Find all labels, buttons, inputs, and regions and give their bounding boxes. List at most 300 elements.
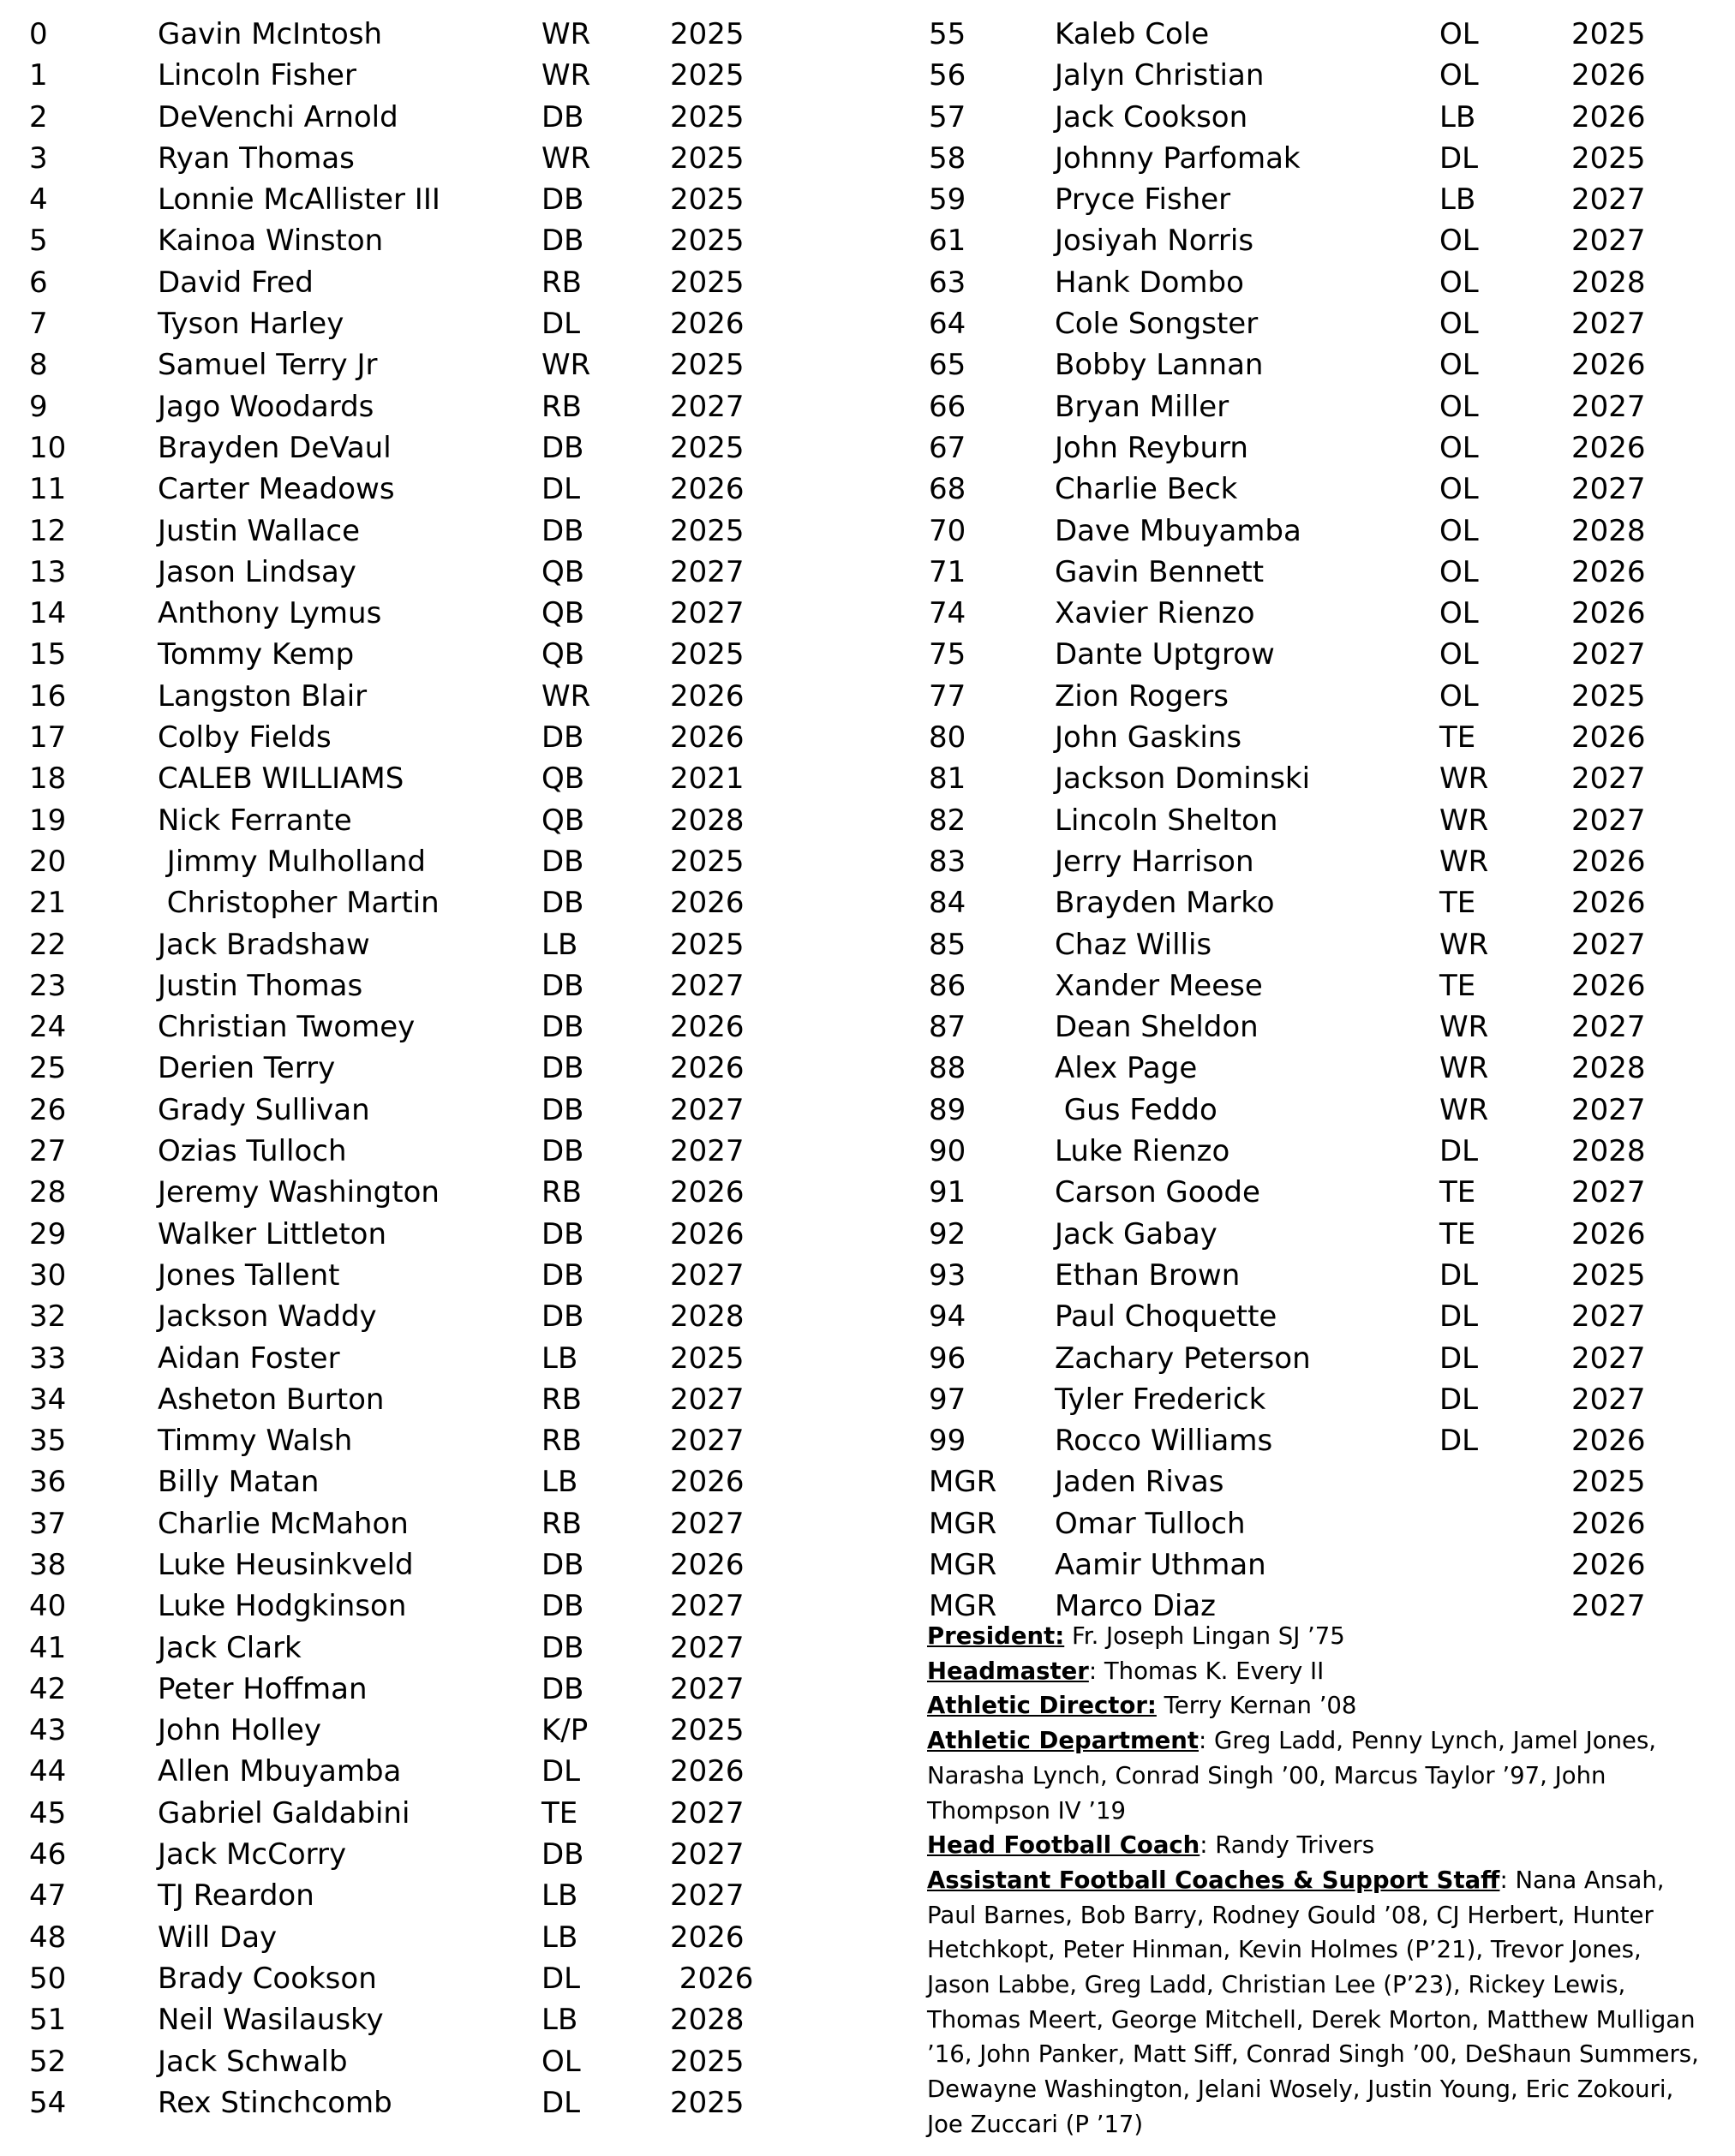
player-position: OL — [1439, 637, 1479, 672]
jersey-number: 35 — [29, 1424, 67, 1459]
roster-column-right — [891, 14, 1735, 1627]
player-name: Anthony Lymus — [158, 596, 382, 631]
staff-names: Fr. Joseph Lingan SJ ’75 — [1064, 1622, 1345, 1650]
player-name: Samuel Terry Jr — [158, 348, 378, 383]
jersey-number: 47 — [29, 1878, 67, 1914]
roster-row — [891, 138, 1735, 179]
roster-column-left — [0, 14, 891, 2123]
class-year: 2026 — [1571, 554, 1646, 589]
jersey-number: 96 — [929, 1341, 966, 1376]
player-name: Walker Littleton — [158, 1216, 387, 1251]
roster-row — [891, 427, 1735, 469]
class-year: 2025 — [670, 1341, 745, 1376]
player-name: Ryan Thomas — [158, 140, 355, 176]
class-year: 2026 — [670, 1754, 745, 1789]
player-name: Brayden DeVaul — [158, 430, 392, 465]
class-year: 2027 — [670, 1134, 745, 1169]
jersey-number: 26 — [29, 1092, 67, 1127]
player-position: DB — [541, 720, 584, 755]
player-position: DB — [541, 430, 584, 465]
player-position: RB — [541, 1506, 582, 1541]
class-year: 2027 — [1571, 1092, 1646, 1127]
roster-row — [0, 1214, 891, 1255]
staff-names: : Randy Trivers — [1200, 1831, 1375, 1860]
player-name: Chaz Willis — [1055, 927, 1212, 962]
roster-row — [0, 1751, 891, 1792]
roster-row — [0, 1090, 891, 1131]
roster-row — [0, 1131, 891, 1172]
player-position: LB — [541, 1878, 578, 1914]
roster-row — [0, 427, 891, 469]
class-year: 2027 — [1571, 1299, 1646, 1335]
player-position: LB — [541, 1341, 578, 1376]
class-year: 2025 — [1571, 678, 1646, 714]
player-position: LB — [541, 2003, 578, 2038]
class-year: 2028 — [1571, 265, 1646, 300]
roster-row — [891, 262, 1735, 303]
player-name: Aamir Uthman — [1055, 1547, 1266, 1582]
roster-row — [891, 303, 1735, 344]
class-year: 2028 — [1571, 513, 1646, 548]
roster-row — [891, 1048, 1735, 1089]
player-name: Jeremy Washington — [158, 1175, 440, 1210]
player-position: LB — [1439, 99, 1476, 134]
roster-row — [0, 138, 891, 179]
player-name: Bobby Lannan — [1055, 348, 1264, 383]
player-position: OL — [1439, 513, 1479, 548]
roster-row — [0, 841, 891, 882]
class-year: 2027 — [670, 1630, 745, 1665]
player-position: OL — [1439, 389, 1479, 424]
jersey-number: 19 — [29, 803, 67, 838]
roster-row — [891, 511, 1735, 552]
player-name: Jones Tallent — [158, 1257, 340, 1293]
roster-row — [0, 1172, 891, 1213]
class-year: 2026 — [1571, 348, 1646, 383]
jersey-number: 74 — [929, 596, 966, 631]
jersey-number: 4 — [29, 182, 48, 218]
roster-row — [891, 717, 1735, 758]
player-position: DB — [541, 1134, 584, 1169]
player-name: Charlie Beck — [1055, 472, 1238, 507]
jersey-number: 92 — [929, 1216, 966, 1251]
staff-names: : Greg Ladd, Penny Lynch, Jamel Jones, Narasha Lynch, Conrad Singh ’00, Marcus Taylor ’97, John Thompson IV ’19 — [927, 1727, 1657, 1825]
player-name: Johnny Parfomak — [1055, 140, 1301, 176]
player-name: Zachary Peterson — [1055, 1341, 1311, 1376]
player-name: Dante Uptgrow — [1055, 637, 1275, 672]
jersey-number: 85 — [929, 927, 966, 962]
player-name: Peter Hoffman — [158, 1671, 368, 1706]
player-name: Dean Sheldon — [1055, 1010, 1259, 1045]
class-year: 2026 — [1571, 99, 1646, 134]
roster-row — [891, 220, 1735, 261]
class-year: 2026 — [670, 307, 745, 342]
roster-row — [0, 1834, 891, 1875]
jersey-number: 21 — [29, 886, 67, 921]
player-position: K/P — [541, 1713, 589, 1748]
player-position: OL — [1439, 58, 1479, 93]
player-name: Omar Tulloch — [1055, 1506, 1246, 1541]
jersey-number: 1 — [29, 58, 48, 93]
player-position: TE — [1439, 886, 1476, 921]
class-year: 2027 — [1571, 1382, 1646, 1417]
roster-row — [891, 97, 1735, 138]
roster-row — [0, 924, 891, 965]
player-position: WR — [1439, 927, 1489, 962]
player-name: Gavin Bennett — [1055, 554, 1265, 589]
player-name: Gus Feddo — [1055, 1092, 1217, 1127]
roster-row — [0, 511, 891, 552]
staff-list — [927, 1619, 1702, 2142]
jersey-number: 64 — [929, 307, 966, 342]
player-name: Colby Fields — [158, 720, 332, 755]
staff-entry — [927, 1863, 1702, 2142]
class-year: 2025 — [670, 844, 745, 879]
class-year: 2027 — [670, 1671, 745, 1706]
roster-row — [0, 97, 891, 138]
player-name: Lincoln Shelton — [1055, 803, 1278, 838]
roster-row — [0, 1999, 891, 2040]
class-year: 2026 — [670, 1961, 754, 1996]
roster-row — [0, 717, 891, 758]
player-name: Lonnie McAllister III — [158, 182, 440, 218]
player-position: DB — [541, 513, 584, 548]
roster-row — [891, 14, 1735, 55]
player-position: DB — [541, 1299, 584, 1335]
staff-entry — [927, 1619, 1702, 1654]
player-name: Carson Goode — [1055, 1175, 1260, 1210]
staff-entry — [927, 1828, 1702, 1863]
class-year: 2025 — [670, 58, 745, 93]
player-position: WR — [541, 58, 591, 93]
roster-row — [891, 1255, 1735, 1296]
player-position: TE — [1439, 720, 1476, 755]
class-year: 2026 — [670, 1010, 745, 1045]
jersey-number: 16 — [29, 678, 67, 714]
roster-row — [0, 552, 891, 593]
player-name: Brady Cookson — [158, 1961, 377, 1996]
player-position: QB — [541, 596, 585, 631]
class-year: 2028 — [1571, 1051, 1646, 1086]
jersey-number: 34 — [29, 1382, 67, 1417]
roster-row — [891, 965, 1735, 1006]
jersey-number: 11 — [29, 472, 67, 507]
roster-row — [891, 924, 1735, 965]
class-year: 2026 — [1571, 430, 1646, 465]
roster-row — [891, 676, 1735, 717]
jersey-number: 30 — [29, 1257, 67, 1293]
player-name: Ozias Tulloch — [158, 1134, 347, 1169]
jersey-number: 80 — [929, 720, 966, 755]
jersey-number: 48 — [29, 1920, 67, 1955]
jersey-number: MGR — [929, 1547, 997, 1582]
class-year: 2027 — [670, 596, 745, 631]
staff-role: Assistant Football Coaches & Support Staff — [927, 1866, 1500, 1894]
player-position: DL — [1439, 1299, 1479, 1335]
class-year: 2027 — [670, 1506, 745, 1541]
player-name: David Fred — [158, 265, 314, 300]
jersey-number: 5 — [29, 224, 48, 259]
class-year: 2027 — [1571, 224, 1646, 259]
player-name: Christian Twomey — [158, 1010, 416, 1045]
class-year: 2025 — [670, 637, 745, 672]
player-position: WR — [541, 678, 591, 714]
jersey-number: 66 — [929, 389, 966, 424]
player-name: Josiyah Norris — [1055, 224, 1254, 259]
class-year: 2026 — [1571, 844, 1646, 879]
player-position: WR — [1439, 803, 1489, 838]
jersey-number: 43 — [29, 1713, 67, 1748]
player-position: RB — [541, 1424, 582, 1459]
player-position: WR — [541, 140, 591, 176]
player-position: DB — [541, 1257, 584, 1293]
jersey-number: 82 — [929, 803, 966, 838]
roster-row — [891, 634, 1735, 675]
jersey-number: 61 — [929, 224, 966, 259]
class-year: 2026 — [670, 1051, 745, 1086]
roster-row — [0, 14, 891, 55]
player-name: Dave Mbuyamba — [1055, 513, 1301, 548]
staff-names: Terry Kernan ’08 — [1156, 1692, 1357, 1720]
player-name: Luke Heusinkveld — [158, 1547, 414, 1582]
jersey-number: 77 — [929, 678, 966, 714]
roster-row — [891, 1172, 1735, 1213]
class-year: 2025 — [1571, 1257, 1646, 1293]
roster-row — [0, 1793, 891, 1834]
player-position: DB — [541, 1671, 584, 1706]
roster-row — [0, 593, 891, 634]
jersey-number: 45 — [29, 1795, 67, 1831]
player-name: Carter Meadows — [158, 472, 395, 507]
player-name: Xander Meese — [1055, 968, 1263, 1003]
player-position: DB — [541, 844, 584, 879]
jersey-number: 12 — [29, 513, 67, 548]
roster-row — [0, 262, 891, 303]
class-year: 2025 — [670, 348, 745, 383]
roster-row — [0, 1420, 891, 1461]
player-name: Cole Songster — [1055, 307, 1259, 342]
player-name: Marco Diaz — [1055, 1589, 1217, 1624]
class-year: 2028 — [670, 1299, 745, 1335]
jersey-number: 70 — [929, 513, 966, 548]
class-year: 2027 — [1571, 927, 1646, 962]
roster-row — [891, 1379, 1735, 1420]
player-position: LB — [1439, 182, 1476, 218]
player-position: DB — [541, 224, 584, 259]
class-year: 2025 — [1571, 140, 1646, 176]
jersey-number: 94 — [929, 1299, 966, 1335]
roster-row — [891, 1006, 1735, 1048]
jersey-number: 14 — [29, 596, 67, 631]
roster-row — [891, 1461, 1735, 1502]
class-year: 2027 — [1571, 1341, 1646, 1376]
jersey-number: 10 — [29, 430, 67, 465]
class-year: 2026 — [1571, 886, 1646, 921]
player-position: WR — [1439, 761, 1489, 797]
jersey-number: 3 — [29, 140, 48, 176]
player-name: Jack Bradshaw — [158, 927, 370, 962]
class-year: 2026 — [1571, 1216, 1646, 1251]
jersey-number: 6 — [29, 265, 48, 300]
jersey-number: 86 — [929, 968, 966, 1003]
roster-row — [0, 965, 891, 1006]
player-name: Jackson Dominski — [1055, 761, 1311, 797]
staff-role: Head Football Coach — [927, 1831, 1200, 1860]
player-name: TJ Reardon — [158, 1878, 314, 1914]
jersey-number: 23 — [29, 968, 67, 1003]
player-position: QB — [541, 761, 585, 797]
player-name: Jack Cookson — [1055, 99, 1248, 134]
jersey-number: 7 — [29, 307, 48, 342]
player-position: DL — [1439, 1382, 1479, 1417]
class-year: 2028 — [670, 2003, 745, 2038]
jersey-number: 91 — [929, 1175, 966, 1210]
roster-row — [0, 1461, 891, 1502]
player-position: LB — [541, 1920, 578, 1955]
roster-row — [0, 800, 891, 841]
player-position: DB — [541, 886, 584, 921]
roster-row — [0, 1669, 891, 1710]
roster-row — [0, 1875, 891, 1916]
roster-row — [891, 1338, 1735, 1379]
jersey-number: 67 — [929, 430, 966, 465]
player-position: DL — [1439, 1257, 1479, 1293]
class-year: 2028 — [670, 803, 745, 838]
class-year: 2026 — [670, 886, 745, 921]
class-year: 2025 — [670, 2085, 745, 2120]
class-year: 2025 — [670, 265, 745, 300]
player-position: DB — [541, 1837, 584, 1872]
roster-row — [0, 1379, 891, 1420]
staff-names: : Nana Ansah, Paul Barnes, Bob Barry, Rodney Gould ’08, CJ Herbert, Hunter Hetchkopt, Peter Hinman, Kevin Holmes (P’21), Trevor Jones, Jason Labbe, Greg Ladd, Christian Lee (P’23), Rickey Lewis, Thomas Meert, George Mitchell, Derek Morton, Matthew Mulligan ’16, John Panker, Matt Siff, Conrad Singh ’00, DeShaun Summers, Dewayne Washington, Jelani Wosely, Justin Young, Eric Zokouri, Joe Zuccari (P ’17) — [927, 1866, 1699, 2138]
class-year: 2025 — [670, 224, 745, 259]
class-year: 2027 — [1571, 1589, 1646, 1624]
player-position: OL — [1439, 554, 1479, 589]
player-name: Hank Dombo — [1055, 265, 1244, 300]
player-name: John Reyburn — [1055, 430, 1248, 465]
class-year: 2027 — [670, 1795, 745, 1831]
roster-row — [891, 344, 1735, 385]
player-name: Charlie McMahon — [158, 1506, 409, 1541]
class-year: 2025 — [670, 1713, 745, 1748]
player-name: Billy Matan — [158, 1465, 320, 1500]
player-position: QB — [541, 554, 585, 589]
jersey-number: 58 — [929, 140, 966, 176]
player-position: TE — [541, 1795, 578, 1831]
jersey-number: 89 — [929, 1092, 966, 1127]
jersey-number: 88 — [929, 1051, 966, 1086]
jersey-number: 81 — [929, 761, 966, 797]
player-name: Brayden Marko — [1055, 886, 1275, 921]
staff-role: President: — [927, 1622, 1065, 1650]
jersey-number: MGR — [929, 1589, 997, 1624]
player-position: QB — [541, 803, 585, 838]
player-name: Bryan Miller — [1055, 389, 1229, 424]
player-position: OL — [1439, 17, 1479, 51]
player-position: OL — [541, 2044, 581, 2079]
player-name: Kainoa Winston — [158, 224, 384, 259]
roster-row — [891, 55, 1735, 96]
roster-row — [891, 758, 1735, 799]
class-year: 2026 — [1571, 1424, 1646, 1459]
jersey-number: 20 — [29, 844, 67, 879]
roster-row — [891, 1544, 1735, 1586]
jersey-number: 25 — [29, 1051, 67, 1086]
staff-role: Headmaster — [927, 1657, 1089, 1685]
jersey-number: 17 — [29, 720, 67, 755]
class-year: 2025 — [670, 2044, 745, 2079]
player-position: DL — [541, 307, 581, 342]
jersey-number: 56 — [929, 58, 966, 93]
roster-row — [0, 758, 891, 799]
player-name: Jerry Harrison — [1055, 844, 1254, 879]
class-year: 2027 — [670, 389, 745, 424]
jersey-number: 15 — [29, 637, 67, 672]
player-name: Alex Page — [1055, 1051, 1198, 1086]
class-year: 2027 — [670, 554, 745, 589]
roster-row — [0, 2082, 891, 2123]
jersey-number: 33 — [29, 1341, 67, 1376]
roster-row — [891, 1420, 1735, 1461]
jersey-number: MGR — [929, 1465, 997, 1500]
jersey-number: 41 — [29, 1630, 67, 1665]
roster-row — [891, 469, 1735, 510]
roster-row — [0, 1255, 891, 1296]
roster-row — [891, 593, 1735, 634]
class-year: 2027 — [1571, 637, 1646, 672]
player-name: DeVenchi Arnold — [158, 99, 398, 134]
class-year: 2026 — [670, 1175, 745, 1210]
jersey-number: 90 — [929, 1134, 966, 1169]
staff-entry — [927, 1654, 1702, 1689]
player-name: Gavin McIntosh — [158, 17, 383, 51]
player-name: Rex Stinchcomb — [158, 2085, 392, 2120]
staff-role: Athletic Department — [927, 1727, 1199, 1755]
class-year: 2027 — [1571, 761, 1646, 797]
class-year: 2025 — [1571, 1465, 1646, 1500]
player-position: DB — [541, 1092, 584, 1127]
jersey-number: 83 — [929, 844, 966, 879]
staff-entry — [927, 1723, 1702, 1828]
class-year: 2026 — [670, 1547, 745, 1582]
player-name: Jack Gabay — [1055, 1216, 1217, 1251]
roster-row — [0, 1048, 891, 1089]
player-name: Luke Hodgkinson — [158, 1589, 407, 1624]
player-position: WR — [1439, 1010, 1489, 1045]
player-name: Jackson Waddy — [158, 1299, 377, 1335]
player-name: Derien Terry — [158, 1051, 336, 1086]
roster-row — [0, 2041, 891, 2082]
jersey-number: 24 — [29, 1010, 67, 1045]
player-position: WR — [1439, 1051, 1489, 1086]
jersey-number: 75 — [929, 637, 966, 672]
roster-row — [0, 676, 891, 717]
class-year: 2028 — [1571, 1134, 1646, 1169]
player-name: Justin Wallace — [158, 513, 361, 548]
player-position: OL — [1439, 224, 1479, 259]
jersey-number: 63 — [929, 265, 966, 300]
player-name: Jack Clark — [158, 1630, 302, 1665]
roster-row — [0, 1917, 891, 1958]
player-position: WR — [541, 17, 591, 51]
class-year: 2025 — [1571, 17, 1646, 51]
class-year: 2027 — [670, 968, 745, 1003]
player-name: Langston Blair — [158, 678, 368, 714]
jersey-number: 22 — [29, 927, 67, 962]
roster-row — [891, 1503, 1735, 1544]
jersey-number: 84 — [929, 886, 966, 921]
player-position: OL — [1439, 307, 1479, 342]
